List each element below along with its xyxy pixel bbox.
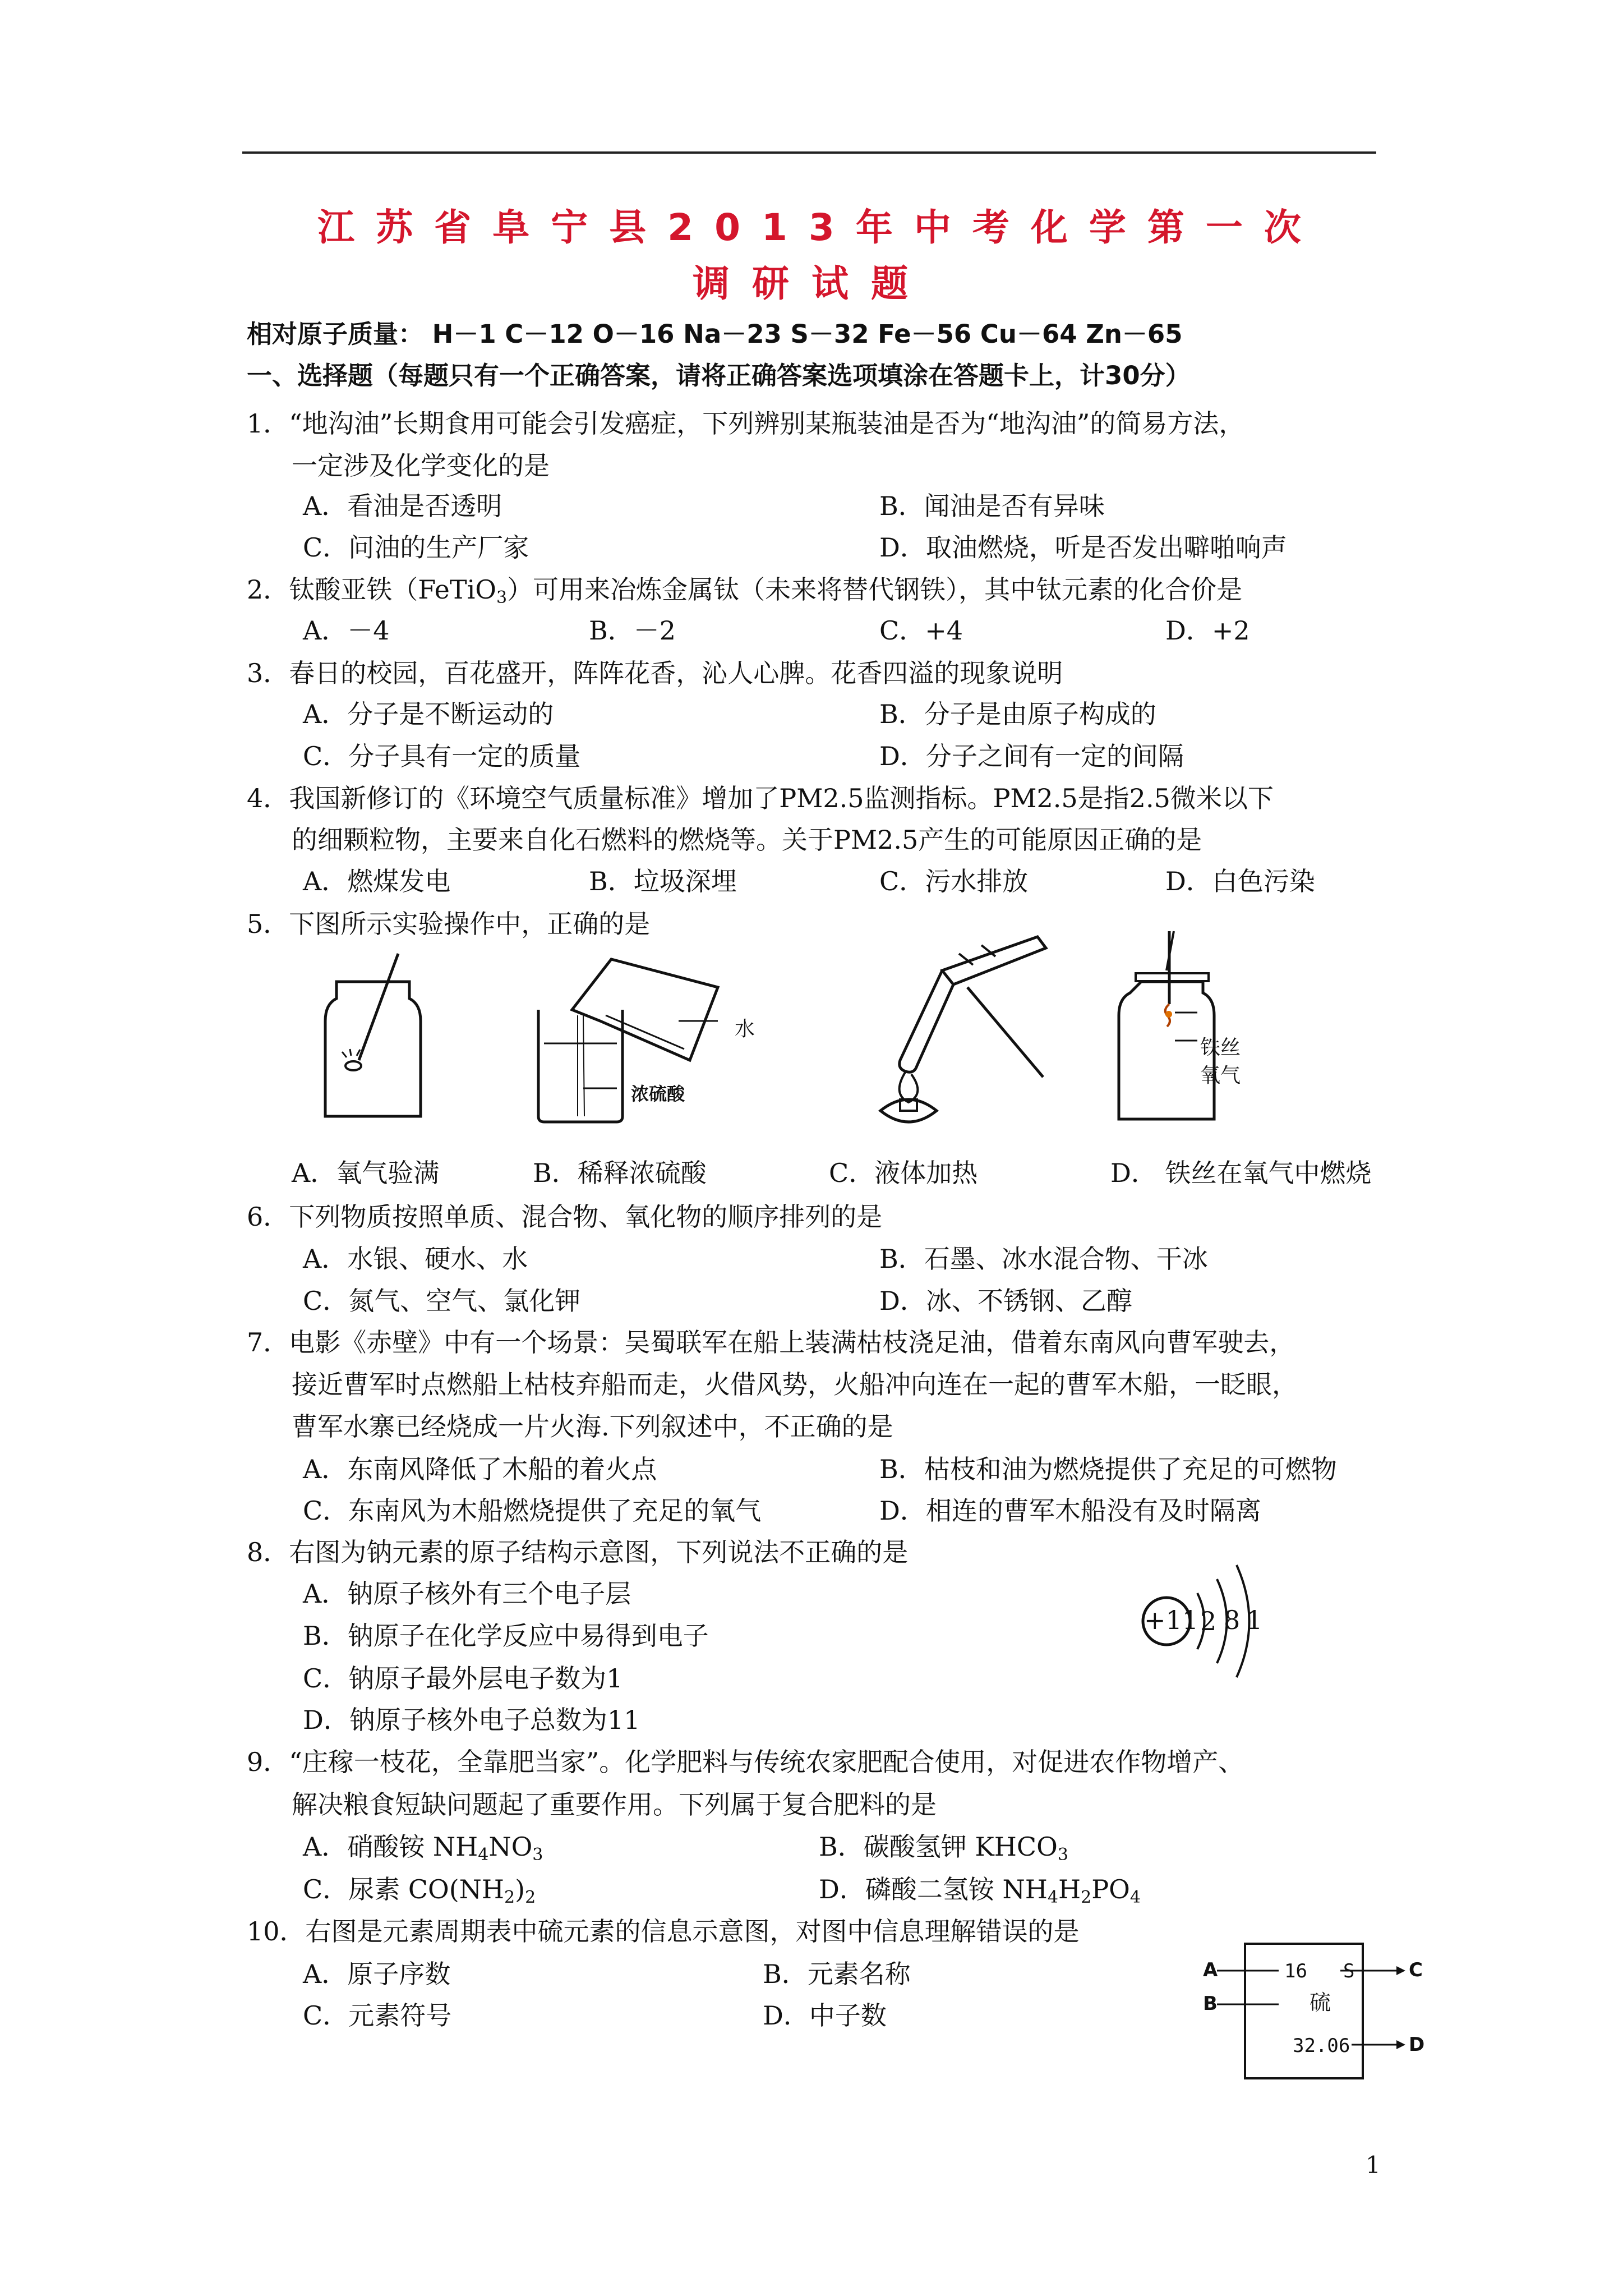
q10-option-d: D．中子数: [763, 2000, 887, 2031]
q1-option-d: D．取油燃烧，听是否发出噼啪响声: [879, 532, 1287, 563]
electron-shell-1: 2: [1200, 1606, 1217, 1636]
q7-option-a: A．东南风降低了木船的着火点: [303, 1454, 657, 1484]
q8-option-d: D．钠原子核外电子总数为11: [303, 1705, 640, 1735]
q1-option-c: C．问油的生产厂家: [303, 532, 529, 563]
cell-symbol: S: [1343, 1960, 1355, 1982]
header-rule: [242, 151, 1376, 154]
q7-option-c: C．东南风为木船燃烧提供了充足的氧气: [303, 1496, 762, 1526]
q3-option-c: C．分子具有一定的质量: [303, 741, 581, 771]
figure-label-iron: 铁丝: [1200, 1036, 1241, 1059]
q9-c-mid: ): [515, 1874, 525, 1904]
q4-stem-1: 4．我国新修订的《环境空气质量标准》增加了PM2.5监测指标。PM2.5是指2.5微米以下: [247, 783, 1274, 813]
q9-a-sub2: 3: [532, 1845, 543, 1865]
figure-oxygen-test: [314, 948, 437, 1128]
q5-option-c: C．液体加热: [829, 1158, 978, 1188]
q7-stem-3: 曹军水寨已经烧成一片火海.下列叙述中，不正确的是: [292, 1411, 893, 1442]
figure-heat-liquid: [847, 931, 1060, 1139]
q7-option-b: B．枯枝和油为燃烧提供了充足的可燃物: [879, 1454, 1337, 1484]
atomic-masses: 相对原子质量： H－1 C－12 O－16 Na－23 S－32 Fe－56 Cu－64 Zn－65: [247, 319, 1183, 349]
q7-stem-2: 接近曹军时点燃船上枯枝弃船而走，火借风势，火船冲向连在一起的曹军木船，一眨眼，: [292, 1369, 1298, 1400]
q1-option-a: A．看油是否透明: [303, 491, 502, 521]
q10-option-a: A．原子序数: [303, 1959, 451, 1989]
q9-b-sub1: 3: [1057, 1845, 1068, 1865]
q9-option-c: [303, 1872, 536, 1915]
q9-c-sub2: 2: [525, 1888, 536, 1907]
q3-option-d: D．分子之间有一定的间隔: [879, 741, 1184, 771]
q9-a-sub1: 4: [478, 1845, 489, 1865]
q5-option-d: D． 铁丝在氧气中燃烧: [1110, 1158, 1372, 1188]
q5-option-b: B．稀释浓硫酸: [533, 1158, 707, 1188]
q4-stem-2: 的细颗粒物，主要来自化石燃料的燃烧等。关于PM2.5产生的可能原因正确的是: [292, 825, 1202, 855]
q9-b-pre: B．碳酸氢钾 KHCO: [819, 1832, 1058, 1862]
q8-option-b: B．钠原子在化学反应中易得到电子: [303, 1621, 709, 1651]
page-title: 江苏省阜宁县2013年中考化学第一次: [317, 206, 1322, 249]
q1-option-b: B．闻油是否有异味: [879, 491, 1105, 521]
cell-pointer-d: D: [1409, 2033, 1425, 2056]
figure-iron-burning: [1113, 926, 1237, 1133]
q4-option-c: C．污水排放: [879, 866, 1029, 896]
q9-a-mid: NO: [488, 1832, 533, 1862]
q10-option-c: C．元素符号: [303, 2000, 452, 2031]
q4-option-d: D．白色污染: [1165, 866, 1315, 896]
q2-stem-pre: 2．钛酸亚铁（FeTiO: [247, 574, 496, 605]
q3-option-a: A．分子是不断运动的: [303, 699, 554, 729]
cell-pointer-a: A: [1203, 1959, 1218, 1981]
q7-option-d: D．相连的曹军木船没有及时隔离: [879, 1496, 1261, 1526]
cell-element-name: 硫: [1310, 1990, 1331, 2015]
figure-label-acid: 浓硫酸: [631, 1083, 685, 1105]
q9-option-b: [819, 1830, 1068, 1872]
q2-stem-post: ）可用来冶炼金属钛（未来将替代钢铁），其中钛元素的化合价是: [507, 574, 1243, 605]
q6-option-c: C．氮气、空气、氯化钾: [303, 1286, 581, 1316]
q9-d-post: PO: [1091, 1874, 1130, 1904]
q2-option-d: D．+2: [1165, 615, 1250, 646]
q4-option-a: A．燃煤发电: [303, 866, 451, 896]
q5-stem: 5．下图所示实验操作中，正确的是: [247, 909, 651, 939]
q6-option-a: A．水银、硬水、水: [303, 1244, 528, 1274]
q3-stem: 3．春日的校园，百花盛开，阵阵花香，沁人心脾。花香四溢的现象说明: [247, 658, 1063, 688]
q9-stem-2: 解决粮食短缺问题起了重要作用。下列属于复合肥料的是: [292, 1789, 937, 1820]
q6-stem: 6．下列物质按照单质、混合物、氧化物的顺序排列的是: [247, 1202, 883, 1232]
q9-c-pre: C．尿素 CO(NH: [303, 1874, 505, 1904]
figure-label-oxygen: 氧气: [1200, 1064, 1241, 1087]
q10-stem: 10．右图是元素周期表中硫元素的信息示意图，对图中信息理解错误的是: [247, 1916, 1080, 1947]
q1-stem-2: 一定涉及化学变化的是: [292, 450, 550, 481]
electron-shell-3: 1: [1246, 1605, 1263, 1635]
cell-atomic-number: 16: [1284, 1960, 1307, 1982]
q10-option-b: B．元素名称: [763, 1959, 911, 1989]
nucleus-label: +11: [1144, 1605, 1199, 1635]
q9-d-pre: D．磷酸二氢铵 NH: [819, 1874, 1048, 1904]
page-subtitle: 调研试题: [693, 262, 930, 305]
q4-option-b: B．垃圾深埋: [589, 866, 737, 896]
q1-stem-1: 1．“地沟油”长期食用可能会引发癌症，下列辨别某瓶装油是否为“地沟油”的简易方法，: [247, 408, 1245, 439]
q5-option-a: A．氧气验满: [292, 1158, 440, 1188]
q9-option-d: [819, 1872, 1141, 1915]
q2-option-a: A．－4: [303, 615, 390, 646]
q7-stem-1: 7．电影《赤壁》中有一个场景：吴蜀联军在船上装满枯枝浇足油，借着东南风向曹军驶去，: [247, 1327, 1295, 1358]
cell-pointer-b: B: [1203, 1993, 1218, 2015]
q9-d-sub3: 4: [1129, 1888, 1141, 1907]
q2-option-b: B．－2: [589, 615, 676, 646]
q9-d-mid: H: [1058, 1874, 1081, 1904]
q6-option-d: D．冰、不锈钢、乙醇: [879, 1286, 1132, 1316]
q9-option-a: [303, 1830, 543, 1872]
q2-stem: [247, 573, 1242, 615]
q2-stem-sub: 3: [496, 588, 508, 608]
cell-atomic-mass: 32.06: [1293, 2035, 1350, 2057]
electron-shell-2: 8: [1224, 1605, 1241, 1635]
q9-d-sub2: 2: [1081, 1888, 1092, 1907]
q9-a-pre: A．硝酸铵 NH: [303, 1832, 478, 1862]
section-heading: 一、选择题（每题只有一个正确答案，请将正确答案选项填涂在答题卡上，计30分）: [247, 361, 1191, 390]
q8-stem: 8．右图为钠元素的原子结构示意图，下列说法不正确的是: [247, 1537, 909, 1567]
page-number: 1: [1366, 2151, 1381, 2179]
q9-d-sub1: 4: [1047, 1888, 1058, 1907]
q9-c-sub1: 2: [504, 1888, 515, 1907]
cell-pointer-c: C: [1409, 1959, 1423, 1981]
q8-option-c: C．钠原子最外层电子数为1: [303, 1663, 623, 1694]
figure-label-water: 水: [735, 1018, 755, 1041]
q6-option-b: B．石墨、冰水混合物、干冰: [879, 1244, 1208, 1274]
q2-option-c: C．+4: [879, 615, 963, 646]
q8-option-a: A．钠原子核外有三个电子层: [303, 1579, 631, 1609]
q3-option-b: B．分子是由原子构成的: [879, 699, 1156, 729]
q9-stem-1: 9．“庄稼一枝花，全靠肥当家”。化学肥料与传统农家肥配合使用，对促进农作物增产、: [247, 1747, 1244, 1777]
